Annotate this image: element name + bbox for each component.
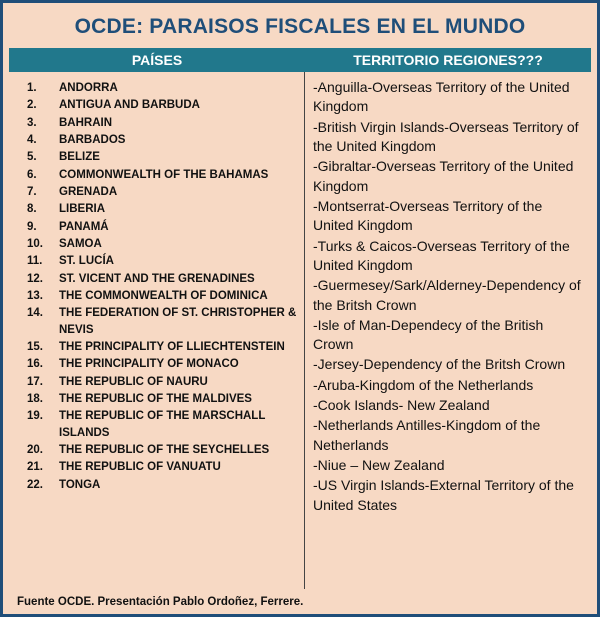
territories-list [313,78,585,515]
list-item: GRENADA [59,186,118,199]
list-item: -Isle of Man-Dependecy of the British Crown [313,316,544,353]
list-item: -US Virgin Islands-External Territory of the United States [313,477,574,513]
list-item: BELIZE [59,151,100,164]
list-item: BARBADOS [59,134,126,147]
list-item: SAMOA [59,238,102,251]
list-item: -Anguilla-Overseas Territory of the United Kingdom [313,79,570,115]
list-item: -Montserrat-Overseas Territory of the United Kingdom [313,197,543,234]
list-item: THE REPUBLIC OF NAURU [59,375,208,388]
list-item: -Turks & Caicos-Overseas Territory of the United Kingdom [313,237,570,273]
list-item: TONGA [59,478,101,491]
list-item: -Gibraltar-Overseas Territory of the United Kingdom [313,158,574,194]
list-item: BAHRAIN [59,116,113,129]
list-item: ST. VICENT AND THE GRENADINES [59,272,255,285]
list-item: COMMONWEALTH OF THE BAHAMAS [59,168,269,181]
list-item: -Aruba-Kingdom of the Netherlands [313,376,534,393]
list-item: LIBERIA [59,203,105,216]
countries-cell [9,72,305,589]
paraisos-fiscales-table [9,48,591,589]
list-item: THE COMMONWEALTH OF DOMINICA [59,290,268,303]
list-item: -Cook Islands- New Zealand [313,397,490,414]
list-item: THE FEDERATION OF ST. CHRISTOPHER & NEVIS [59,307,297,336]
table-header-row [9,48,591,72]
list-item: -Niue – New Zealand [313,457,445,474]
list-item: -Netherlands Antilles-Kingdom of the Netherlands [313,417,541,453]
column-header-countries: PAÍSES [131,52,183,69]
list-item: PANAMÁ [59,220,109,233]
list-item: THE REPUBLIC OF VANUATU [59,461,221,474]
list-item: -Guermesey/Sark/Alderney-Dependency of the Britsh Crown [313,277,581,313]
list-item: ANDORRA [59,82,118,95]
source-footer: Fuente OCDE. Presentación Pablo Ordoñez, Ferrere. [17,596,304,608]
countries-list [13,80,300,493]
table-body-row [9,72,591,589]
territories-cell [305,72,591,589]
list-item: THE PRINCIPALITY OF MONACO [59,358,239,371]
list-item: ANTIGUA AND BARBUDA [59,99,200,112]
column-header-territories: TERRITORIO REGIONES??? [353,52,543,69]
list-item: THE REPUBLIC OF THE MARSCHALL ISLANDS [59,410,266,439]
list-item: THE REPUBLIC OF THE MALDIVES [59,393,252,405]
page-title: OCDE: PARAISOS FISCALES EN EL MUNDO [74,15,526,38]
list-item: ST. LUCÍA [59,255,114,268]
list-item: THE PRINCIPALITY OF LLIECHTENSTEIN [59,341,285,354]
list-item: THE REPUBLIC OF THE SEYCHELLES [59,443,270,456]
list-item: -Jersey-Dependency of the Britsh Crown [313,356,566,373]
list-item: -British Virgin Islands-Overseas Territory of the United Kingdom [313,118,579,155]
